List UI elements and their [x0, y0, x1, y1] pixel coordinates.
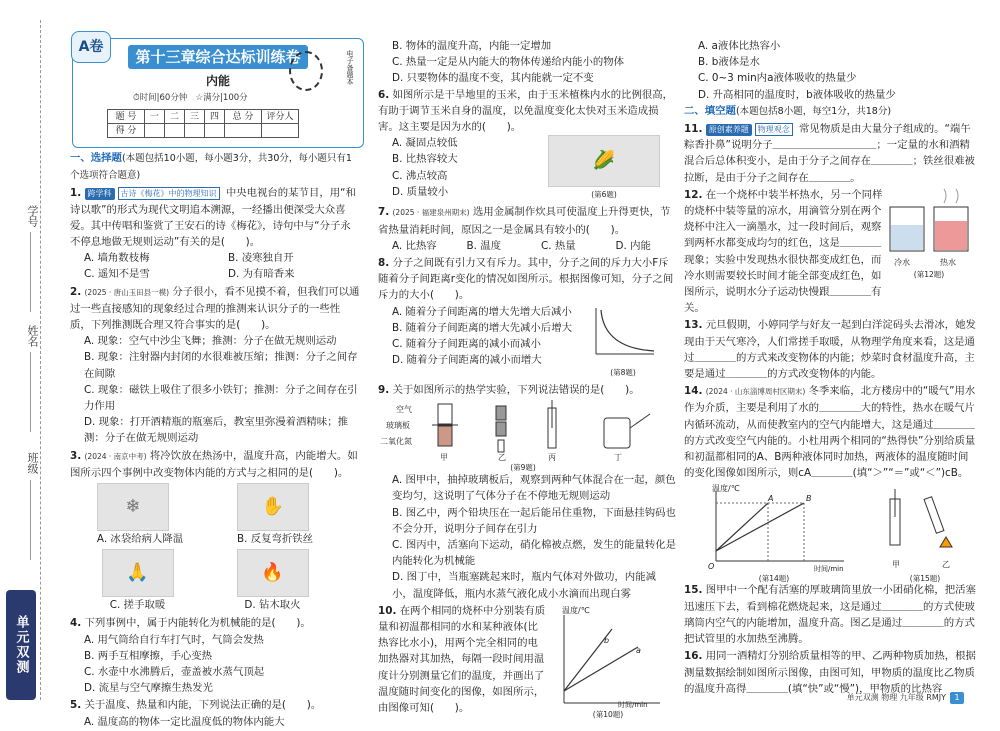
- q3-images-row-2: [70, 549, 340, 613]
- beakers-diagram: [884, 187, 974, 261]
- figure-caption: (第14题): [758, 574, 790, 584]
- score-header-cell: 三: [185, 110, 205, 124]
- question-text: 分子很小，看不见摸不着，但我们可以通过一些直接感知的现象经过合理的推测来认识分子的一些性质，下列推测既合理又符合事实的是( )。: [70, 285, 360, 332]
- line-b-label: B: [806, 494, 812, 504]
- question-text: 将冷饮放在热汤中，温度升高，内能增大。如图所示四个事例中改变物体内能的方式与之相同的是( )。: [70, 449, 358, 479]
- question-text: 如图所示是干旱地里的玉米，由于玉米植株内水的比例很高，有助于调节玉米自身的温度，以免温度变化太快对玉米造成损害。这主要是因为水的( )。: [378, 88, 674, 134]
- corn-field-image: 🌽: [548, 135, 660, 187]
- question-number: 7.: [378, 206, 390, 219]
- option-d[interactable]: D. 升高相同的温度时，b液体吸收的热量少: [698, 88, 896, 101]
- question-number: 9.: [378, 384, 390, 397]
- question-16: [684, 648, 976, 697]
- option-c[interactable]: C. 热量一定是从内能大的物体传递给内能小的物体: [392, 56, 625, 69]
- score-cell[interactable]: [145, 124, 165, 138]
- ice-pack-image: ❄: [97, 483, 169, 531]
- option-c[interactable]: C. 随着分子间距离的减小而减小: [392, 338, 541, 351]
- trophy-icon: ☆: [195, 93, 204, 103]
- question-2: [70, 284, 360, 447]
- section-1-title: 一、选择题: [70, 152, 122, 164]
- paper-badge: A卷: [71, 31, 111, 63]
- option-b[interactable]: B. 凌寒独自开: [228, 252, 294, 265]
- q9-experiment-diagram: [378, 398, 668, 460]
- fig15-label-jia: 甲: [892, 560, 900, 570]
- question-text: 下列事例中，属于内能转化为机械能的是( )。: [84, 617, 311, 630]
- line-a-label: A: [768, 494, 774, 504]
- fig-label-jia: 甲: [440, 453, 448, 463]
- question-text: 在一个烧杯中装半杯热水，另一个同样的烧杯中装等量的凉水，用滴管分别在两个烧杯中注入一滴墨水，过一段时间后，观察到两杯水都变成均匀的红色，这是＿＿＿＿现象；实验中发现热水很快都变成红色，而冷水则需要较长时间才能全部变成红色，如图所示，说明水分子运动快慢跟＿＿＿＿有关。: [684, 188, 883, 315]
- fig-label-air: 空气: [396, 405, 412, 415]
- figure-caption: (第8题): [610, 367, 636, 377]
- question-10: [378, 603, 676, 721]
- question-text: 选用金属制作炊具可使温度上升得更快，节省热量消耗时间，原因之一是金属具有较小的( )。: [378, 206, 671, 236]
- option-b[interactable]: B. 反复弯折铁丝: [237, 533, 314, 546]
- option-a[interactable]: A. 凝固点较低: [392, 137, 458, 150]
- option-b[interactable]: B. 图乙中，两个铅块压在一起后能吊住重物，下面悬挂钩码也不会分开，说明分子间存在引力: [392, 506, 676, 535]
- option-d[interactable]: D. 钻木取火: [244, 599, 301, 612]
- section-1-note: (本题包括10小题，每小题3分，共30分，每小题只有1个选项符合题意): [70, 153, 352, 182]
- score-cell[interactable]: [262, 124, 299, 138]
- option-c[interactable]: C. 现象：磁铁上吸住了很多小铁钉；推测：分子之间存在引力作用: [84, 383, 358, 413]
- question-number: 11.: [684, 123, 703, 136]
- exam-time: 时间|60分钟: [139, 93, 188, 103]
- class-label: 班级: [26, 452, 39, 474]
- option-b[interactable]: B. 现象：注射器内封闭的水很难被压缩；推测：分子之间存在间隙: [84, 351, 358, 380]
- student-name-field[interactable]: [30, 352, 31, 432]
- option-d[interactable]: D. 图丁中，当瓶塞跳起来时，瓶内气体对外做功，内能减小，温度降低，瓶内水蒸气液化成小水滴而出现白雾: [392, 571, 656, 600]
- student-name-label: 姓名: [26, 325, 39, 347]
- axis-x-label: 时间/min: [814, 565, 844, 574]
- q10-continued: [684, 38, 976, 103]
- question-9: [378, 382, 676, 602]
- score-cell[interactable]: [165, 124, 185, 138]
- fig-label-no2: 二氧化氮: [380, 437, 412, 447]
- option-d[interactable]: D. 现象：打开酒精瓶的瓶塞后，教室里弥漫着酒精味；推测：分子在做无规则运动: [84, 416, 348, 445]
- option-d[interactable]: D. 内能: [615, 239, 651, 252]
- brand-sidebar: 单元双测: [6, 590, 36, 700]
- qr-code-icon[interactable]: [289, 51, 323, 91]
- q12-figure: [884, 187, 974, 287]
- fig-label-glass: 玻璃板: [386, 421, 410, 431]
- option-b[interactable]: B. 比热容较大: [392, 153, 458, 166]
- option-c[interactable]: C. 遥知不是雪: [84, 268, 150, 281]
- option-b[interactable]: B. 两手互相摩擦，手心变热: [84, 649, 213, 662]
- option-a[interactable]: A. 用气筒给自行车打气时，气筒会发热: [84, 633, 264, 646]
- score-table-header-row: [108, 110, 299, 124]
- question-number: 2.: [70, 285, 82, 298]
- student-number-field[interactable]: [30, 232, 31, 312]
- option-c[interactable]: C. 沸点较高: [392, 169, 448, 182]
- option-b[interactable]: B. 温度: [466, 239, 502, 252]
- question-number: 3.: [70, 449, 82, 462]
- score-cell[interactable]: [205, 124, 225, 138]
- repulsion-curve-graph: [588, 304, 658, 360]
- question-8: [378, 255, 676, 381]
- binding-dashed-line: [40, 20, 41, 700]
- question-7: [378, 204, 676, 254]
- question-number: 10.: [378, 604, 397, 617]
- q14-q15-figures: [684, 481, 976, 584]
- question-text: 中央电视台的某节目，用“和诗以歌”的形式为现代文明追本溯源，一经播出便深受大众喜爱。其中传唱和鉴赏了王安石的诗《梅花》，诗句中与“分子永不停息地做无规则运动”有关的是( )。: [70, 187, 356, 249]
- axis-x-label: 时间/min: [618, 700, 648, 709]
- fig-label-bing: 丙: [548, 453, 556, 463]
- cross-subject-tag: 跨学科: [85, 188, 115, 200]
- axis-y-label: 温度/℃: [562, 605, 590, 615]
- score-row-label: 得 分: [108, 124, 145, 138]
- question-15: [684, 582, 976, 647]
- question-text: 在两个相同的烧杯中分别装有质量和初温都相同的水和某种液体(比热容比水小)，用两个完全相同的电加热器对其加热，每隔一段时间用温度计分别测量它们的温度，并画出了温度随时间变化的图像，如图所示，由图像可知( )。: [378, 604, 546, 715]
- figure-caption: (第10题): [592, 709, 624, 719]
- option-d[interactable]: D. 随着分子间距离的减小而增大: [392, 354, 542, 367]
- option-d[interactable]: D. 质量较小: [392, 185, 449, 198]
- score-cell[interactable]: [185, 124, 205, 138]
- q15-experiment-diagram: [880, 487, 970, 563]
- hot-water-label: 热水: [940, 257, 956, 267]
- question-number: 4.: [70, 617, 82, 630]
- section-1-heading: [70, 150, 360, 184]
- cold-water-label: 冷水: [894, 257, 910, 267]
- option-a[interactable]: A. 图甲中，抽掉玻璃板后，观察到两种气体混合在一起，颜色变均匀，这说明了气体分子在不停地无规则运动: [392, 474, 676, 503]
- option-b[interactable]: B. 随着分子间距离的增大先减小后增大: [392, 321, 572, 334]
- option-a[interactable]: A. 比热容: [392, 239, 437, 252]
- option-b[interactable]: B. b液体是水: [698, 56, 760, 69]
- question-number: 8.: [378, 257, 390, 270]
- question-11: [684, 121, 976, 186]
- option-a[interactable]: A. 温度高的物体一定比温度低的物体内能大: [84, 715, 285, 728]
- question-number: 1.: [70, 187, 82, 200]
- question-text: 关于如图所示的热学实验，下列说法错误的是( )。: [392, 384, 640, 397]
- page-footer: [847, 692, 964, 704]
- q10-temperature-graph: [548, 611, 668, 717]
- figure-caption: (第12题): [913, 269, 945, 279]
- question-1: [70, 185, 360, 282]
- option-c[interactable]: C. 水壶中水沸腾后，壶盖被水蒸气顶起: [84, 666, 265, 679]
- option-d[interactable]: D. 为有暗香来: [228, 268, 295, 281]
- question-3: [70, 448, 360, 614]
- option-b[interactable]: B. 物体的温度升高，内能一定增加: [392, 40, 552, 52]
- column-3: [684, 38, 976, 698]
- option-a[interactable]: A. 冰袋给病人降温: [96, 533, 184, 546]
- question-source: (2024 · 南京中考): [84, 451, 147, 461]
- question-number: 5.: [70, 699, 82, 712]
- qr-label: 电子备题本: [346, 49, 354, 85]
- question-number: 6.: [378, 88, 390, 101]
- physics-concept-tag: 物理观念: [755, 123, 793, 136]
- exam-header: [72, 38, 364, 148]
- question-text: 常见物质是由大量分子组成的。“端午粽香扑鼻”说明分子＿＿＿＿＿＿＿＿＿＿；一定量的水和酒精混合后总体积变小，是由于分子之间存在＿＿＿＿；铁丝很难被拉断，是由于分子之间存在＿＿＿＿。: [684, 123, 975, 184]
- section-2-heading: [684, 103, 976, 120]
- score-cell[interactable]: [225, 124, 262, 138]
- question-source: (2024 · 山东淄博周村区期末): [705, 387, 806, 397]
- score-table-score-row: [108, 124, 299, 138]
- question-text: 元旦假期，小婷同学与好友一起到白洋淀码头去滑冰，她发现由于天气寒冷，人们常搓手取暖，从物理学角度来看，这是通过＿＿＿＿的方式来改变物体的内能；炒菜时食材温度升高，主要是通过＿＿＿＿的方式改变物体的内能。: [684, 319, 976, 381]
- question-number: 15.: [684, 584, 703, 597]
- exam-full-score: 满分|100分: [203, 93, 248, 103]
- topic-tag: 古诗《梅花》中的物理知识: [118, 187, 220, 200]
- question-number: 16.: [684, 650, 703, 663]
- score-header-cell: 评分人: [262, 110, 299, 124]
- question-5: [70, 697, 360, 729]
- option-a[interactable]: A. 墙角数枝梅: [84, 252, 150, 265]
- bend-wire-image: ✋: [237, 483, 309, 531]
- fig15-label-yi: 乙: [942, 560, 950, 570]
- question-text: 图甲中一个配有活塞的厚玻璃筒里放一小团硝化棉，把活塞迅速压下去，看到棉花燃烧起来，这是通过＿＿＿＿的方式使玻璃筒内空气的内能增加，温度升高。图乙是通过＿＿＿＿的方式把试管里的水加热至沸腾。: [684, 584, 976, 646]
- option-d[interactable]: D. 只要物体的温度不变，其内能就一定不变: [392, 72, 594, 85]
- clock-icon: ⏱: [133, 93, 140, 103]
- question-number: 12.: [684, 188, 703, 201]
- figure-caption: (第15题): [909, 574, 941, 584]
- origin-label: O: [708, 562, 715, 572]
- question-number: 14.: [684, 385, 703, 398]
- score-header-cell: 二: [165, 110, 185, 124]
- axis-y-label: 温度/℃: [712, 484, 740, 494]
- page-number: 1: [950, 692, 964, 704]
- option-d[interactable]: D. 流星与空气摩擦生热发光: [84, 682, 213, 695]
- question-text: 用同一酒精灯分别给质量相等的甲、乙两种物质加热，根据测量数据绘制如图所示图像，由图可知，甲物质的温度比乙物质的温度升高得＿＿＿＿(填“快”或“慢”)，甲物质的比热容: [684, 650, 976, 695]
- question-14: [684, 383, 976, 584]
- column-2: [378, 38, 676, 722]
- option-c[interactable]: C. 搓手取暖: [109, 599, 166, 612]
- section-2-title: 二、填空题: [684, 104, 736, 117]
- question-13: [684, 317, 976, 382]
- question-4: [70, 615, 360, 696]
- footer-text: 单元双测 物理 九年级 RMJY: [846, 693, 946, 702]
- q10-figure: [548, 603, 668, 721]
- question-6: [378, 87, 676, 204]
- drill-fire-image: 🔥: [237, 549, 309, 597]
- fig-label-ding: 丁: [614, 453, 622, 463]
- q9-figure: [378, 398, 676, 472]
- exam-info: [133, 91, 248, 103]
- exam-title: 第十三章综合达标训练卷: [128, 45, 308, 69]
- score-table: [107, 109, 299, 138]
- line-b-label: b: [604, 635, 610, 645]
- question-12: [684, 187, 976, 317]
- option-a[interactable]: A. a液体比热容小: [698, 40, 781, 52]
- rub-hands-image: 🙏: [102, 549, 174, 597]
- score-header-cell: 题 号: [108, 110, 145, 124]
- option-c[interactable]: C. 0~3 min内a液体吸收的热量少: [698, 72, 857, 85]
- question-source: (2025 · 唐山玉田县一模): [84, 287, 170, 297]
- q3-images-row-1: [70, 483, 340, 547]
- section-2-note: (本题包括8小题，每空1分，共18分): [735, 105, 892, 117]
- line-a-label: a: [636, 645, 641, 655]
- fig-label-yi: 乙: [498, 453, 506, 463]
- question-text: 分子之间既有引力又有斥力。其中，分子之间的斥力大小F斥随着分子间距离r变化的情况如图所示。根据图像可知，分子之间斥力的大小( )。: [378, 257, 674, 302]
- question-text: 关于温度、热量和内能，下列说法正确的是( )。: [84, 699, 322, 712]
- score-header-cell: 一: [145, 110, 165, 124]
- exam-subtitle: 内能: [205, 74, 230, 88]
- student-number-label: 学号: [26, 205, 39, 227]
- question-number: 13.: [684, 319, 703, 332]
- figure-caption: (第9题): [510, 463, 536, 473]
- question-text: 冬季来临，北方楼房中的“暖气”用水作为介质，主要是利用了水的＿＿＿＿大的特性，热水在暖气片内循环流动，从而使教室内的空气内能增大，这是通过＿＿＿＿的方式改变空气内能的。小杜用两个相同的“热得快”分别给质量和初温都相同的A、B两种液体同时加热，两液体的温度随时间的变化图像如图所示，则cA＿＿＿＿(填“＞”“＝”或“＜”)cB。: [684, 385, 976, 480]
- score-header-cell: 总 分: [225, 110, 262, 124]
- binding-margin: [0, 0, 42, 711]
- original-literacy-tag: 原创素养题: [706, 124, 752, 136]
- option-c[interactable]: C. 图丙中，活塞向下运动，硝化棉被点燃，发生的能量转化是内能转化为机械能: [392, 539, 677, 568]
- option-a[interactable]: A. 随着分子间距离的增大先增大后减小: [392, 305, 572, 318]
- option-a[interactable]: A. 现象：空气中沙尘飞舞；推测：分子在做无规则运动: [84, 335, 337, 348]
- question-source: (2025 · 福建泉州期末): [392, 208, 470, 218]
- score-header-cell: 四: [205, 110, 225, 124]
- option-c[interactable]: C. 热量: [541, 239, 576, 252]
- figure-caption: (第6题): [591, 190, 617, 200]
- class-field[interactable]: [30, 480, 31, 560]
- column-1: [70, 150, 360, 731]
